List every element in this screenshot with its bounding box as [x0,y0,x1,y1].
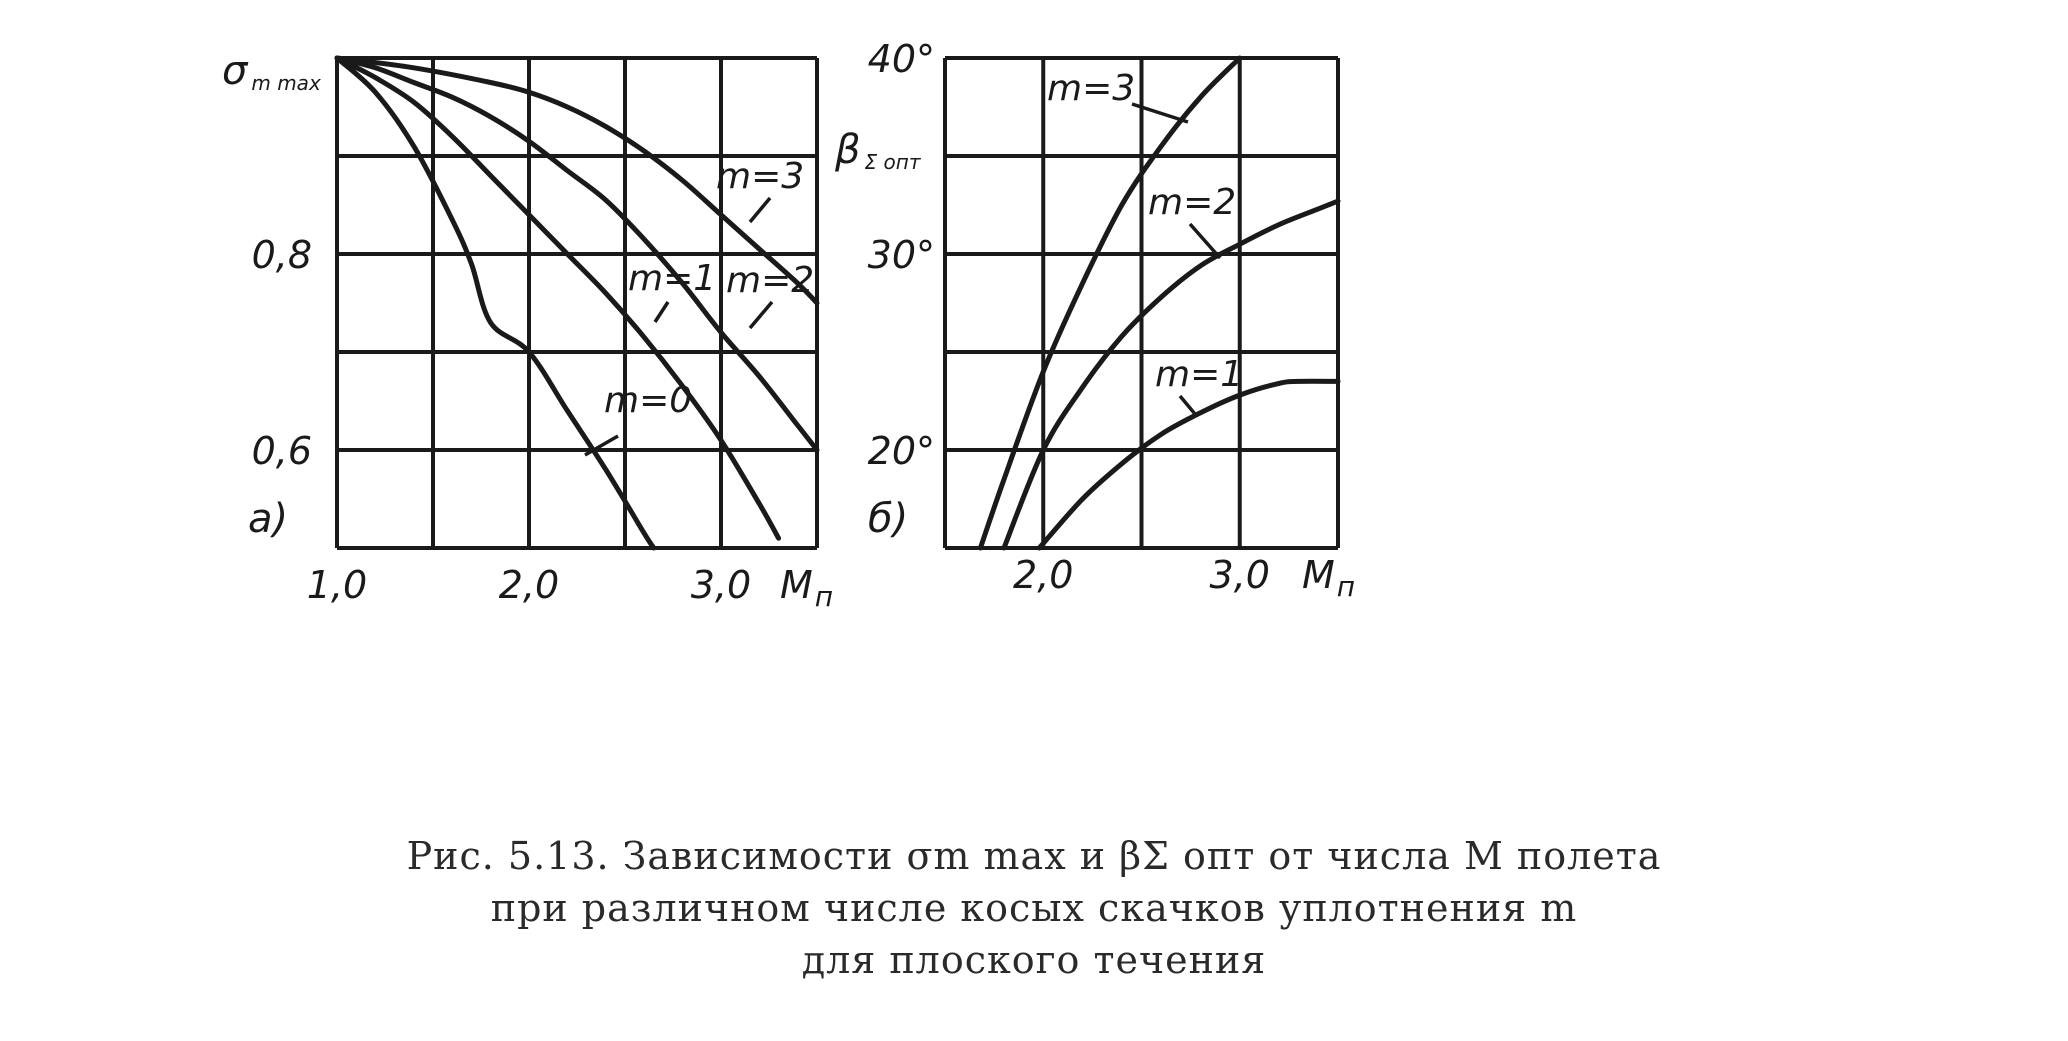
curves-panel-b [980,58,1338,548]
y-tick-label: 20° [867,429,935,473]
x-tick-label: 1,0 [306,563,368,607]
chart-panel-a [222,48,833,613]
grid-panel-a [337,58,817,548]
series-label-m3: m=3 [1047,68,1136,109]
x-tick-label: 2,0 [1013,553,1074,597]
y-tick-label: 0,8 [251,233,312,277]
series-label-m2: m=2 [726,260,815,301]
x-tick-label: 2,0 [498,563,560,607]
x-tick-label: 3,0 [1209,553,1270,597]
panel-label: б) [868,496,909,542]
series-leader-m2 [750,302,772,328]
curves-panel-a [337,58,817,548]
labels-panel-b [834,37,1355,603]
x-tick-label: 3,0 [690,563,752,607]
caption-line-2: при различном числе косых скачков уплотнения m [490,886,1578,930]
series-leader-m1 [655,302,668,322]
caption-line-1: Рис. 5.13. Зависимости σm max и βΣ опт от числа М полета [406,834,1662,878]
series-leader-m1 [1180,396,1195,414]
series-label-m3: m=3 [716,156,805,197]
y-tick-label: 0,6 [251,429,312,473]
caption-line-3: для плоского течения [801,938,1267,982]
series-label-m1: m=1 [1155,354,1244,395]
series-line-m0 [337,58,654,548]
y-tick-label: 40° [867,37,935,81]
series-leader-m3 [750,198,770,222]
y-axis-label: β Σ опт [835,127,921,174]
chart-panel-b [834,37,1355,603]
x-axis-label: $M_п$ [1302,553,1356,603]
series-label-m2: m=2 [1148,182,1237,223]
panel-label: а) [248,496,289,542]
y-tick-label: 30° [867,233,935,277]
series-label-m1: m=1 [628,258,717,299]
figure-caption [0,830,2068,986]
series-label-m0: m=0 [604,380,693,421]
x-axis-label: $M_п$ [780,563,834,613]
y-axis-label: σm max [222,48,321,95]
